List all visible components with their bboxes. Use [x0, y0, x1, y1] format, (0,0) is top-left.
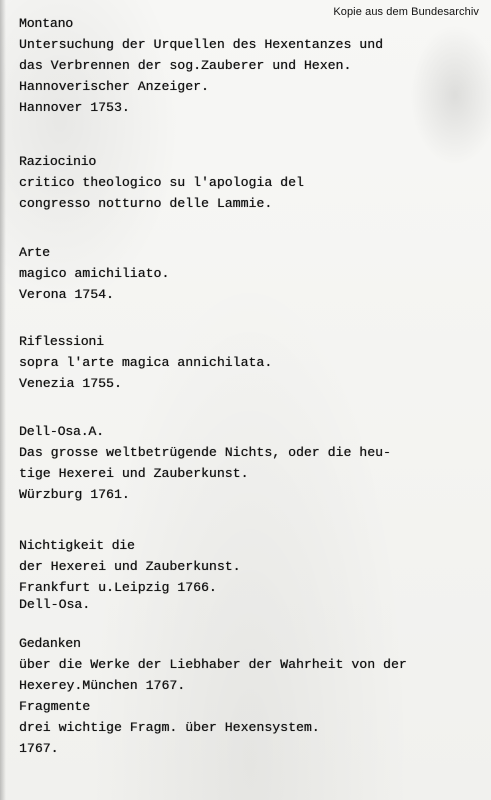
- bibliography-entry: [19, 633, 407, 759]
- entry-line: über die Werke der Liebhaber der Wahrheit von der: [19, 657, 407, 672]
- entry-line: Hexerey.München 1767.: [19, 678, 186, 693]
- entry-line: Hannoverischer Anzeiger.: [19, 79, 209, 94]
- entry-title: Riflessioni: [19, 334, 104, 349]
- entry-title: Raziocinio: [19, 154, 97, 169]
- entry-line: Frankfurt u.Leipzig 1766.: [19, 580, 217, 595]
- entry-line: Dell-Osa.: [19, 597, 91, 612]
- entry-line: critico theologico su l'apologia del: [19, 175, 304, 190]
- entry-line: congresso notturno delle Lammie.: [19, 196, 273, 211]
- entry-line: tige Hexerei und Zauberkunst.: [19, 466, 249, 481]
- archive-copy-note: Kopie aus dem Bundesarchiv: [333, 6, 479, 18]
- entry-line: Das grosse weltbetrügende Nichts, oder die heu-: [19, 445, 391, 460]
- entry-line: drei wichtige Fragm. über Hexensystem.: [19, 720, 320, 735]
- entry-line: das Verbrennen der sog.Zauberer und Hexen.: [19, 58, 352, 73]
- entry-line: Hannover 1753.: [19, 100, 130, 115]
- entry-title: Nichtigkeit die: [19, 538, 135, 553]
- bibliography-entry: [19, 421, 391, 505]
- entry-line: magico amichiliato.: [19, 266, 170, 281]
- bibliography-entry: [19, 13, 383, 118]
- entry-line: sopra l'arte magica annichilata.: [19, 355, 273, 370]
- entry-line: der Hexerei und Zauberkunst.: [19, 559, 241, 574]
- entry-title: Gedanken: [19, 636, 81, 651]
- entry-line: Untersuchung der Urquellen des Hexentanzes und: [19, 37, 384, 52]
- entry-line: Fragmente: [19, 699, 91, 714]
- scan-edge-shadow: [0, 0, 6, 800]
- entry-line: Verona 1754.: [19, 287, 114, 302]
- entry-line: 1767.: [19, 741, 59, 756]
- entry-line: Würzburg 1761.: [19, 487, 130, 502]
- bibliography-entry: [19, 151, 304, 214]
- bibliography-entry: [19, 331, 272, 394]
- entry-line: Venezia 1755.: [19, 376, 122, 391]
- entry-title: Montano: [19, 16, 73, 31]
- bibliography-entry: [19, 242, 169, 305]
- entry-title: Arte: [19, 245, 50, 260]
- bibliography-entry: [19, 535, 241, 611]
- entry-title: Dell-Osa.A.: [19, 424, 104, 439]
